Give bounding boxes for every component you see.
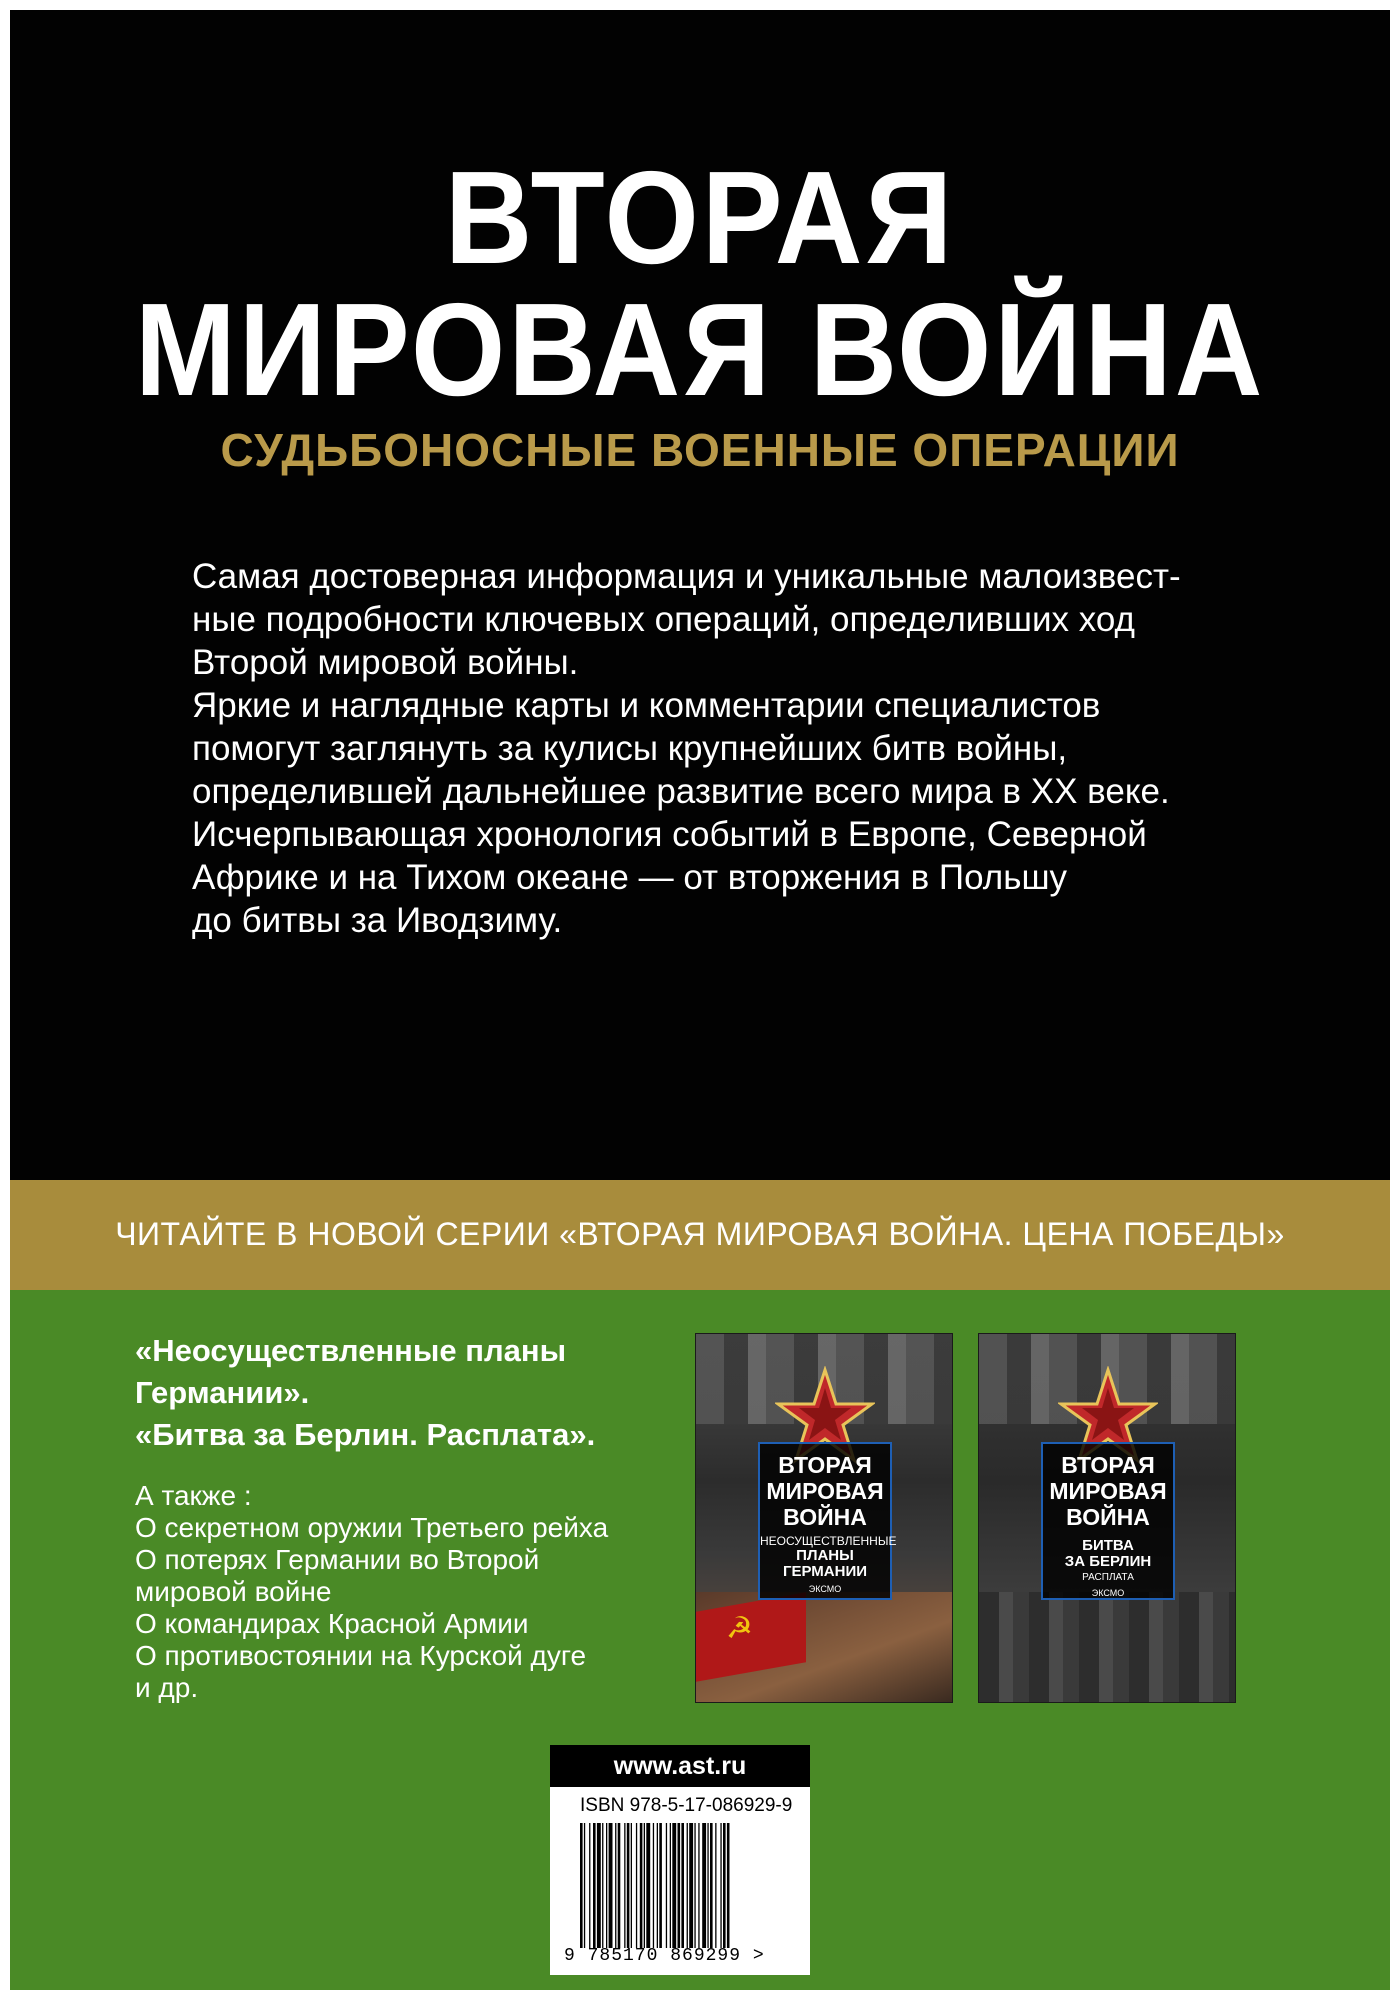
book-series-title bbox=[760, 1452, 890, 1530]
description-line: помогут заглянуть за кулисы крупнейших битв войны, bbox=[192, 729, 1068, 768]
publisher-logo: ЭКСМО bbox=[808, 1584, 842, 1594]
also-line: и др. bbox=[135, 1672, 199, 1703]
book-title-line: ВОЙНА bbox=[783, 1504, 867, 1530]
description-line: определившей дальнейшее развитие всего мира в XX веке. bbox=[192, 772, 1170, 811]
description-line: Африке и на Тихом океане — от вторжения в Польшу bbox=[192, 858, 1068, 897]
also-line: О потерях Германии во Второй bbox=[135, 1544, 540, 1575]
also-line: О командирах Красной Армии bbox=[135, 1608, 529, 1639]
book-title-panel bbox=[1041, 1442, 1175, 1600]
book-title-line: ВТОРАЯ bbox=[778, 1452, 872, 1478]
book-title-line: МИРОВАЯ bbox=[1049, 1478, 1167, 1504]
book-main-title bbox=[760, 1548, 890, 1580]
cover-subtitle: СУДЬБОНОСНЫЕ ВОЕННЫЕ ОПЕРАЦИИ bbox=[220, 424, 1180, 476]
barcode-icon bbox=[580, 1823, 785, 1948]
also-line: мировой войне bbox=[135, 1576, 332, 1607]
description-line: Исчерпывающая хронология событий в Европе, Северной bbox=[192, 815, 1147, 854]
description-text bbox=[192, 555, 1272, 942]
series-band-text: ЧИТАЙТЕ В НОВОЙ СЕРИИ «ВТОРАЯ МИРОВАЯ ВОЙНА. ЦЕНА ПОБЕДЫ» bbox=[115, 1216, 1285, 1252]
publisher-logo: ЭКСМО bbox=[1091, 1588, 1125, 1598]
also-list bbox=[135, 1480, 608, 1704]
hammer-sickle-icon: ☭ bbox=[726, 1612, 753, 1645]
green-footer-section bbox=[10, 1290, 1390, 1990]
book-cover-thumbnail-1 bbox=[695, 1333, 953, 1703]
series-title-line: Германии». bbox=[135, 1375, 310, 1410]
series-book-titles bbox=[135, 1330, 595, 1456]
book-main-line: ГЕРМАНИИ bbox=[782, 1563, 868, 1580]
also-line: О противостоянии на Курской дуге bbox=[135, 1640, 587, 1671]
book-main-title bbox=[1043, 1538, 1173, 1570]
book-series-title bbox=[1043, 1452, 1173, 1530]
description-line: ные подробности ключевых операций, определивших ход bbox=[192, 600, 1135, 639]
cover-title-line-1: ВТОРАЯ bbox=[444, 144, 956, 291]
description-line: Второй мировой войны. bbox=[192, 643, 579, 682]
isbn-text: ISBN 978-5-17-086929-9 bbox=[580, 1795, 793, 1816]
book-title-line: ВТОРАЯ bbox=[1061, 1452, 1155, 1478]
book-back-cover bbox=[10, 10, 1390, 1990]
book-cover-thumbnail-2 bbox=[978, 1333, 1236, 1703]
book-title-line: МИРОВАЯ bbox=[766, 1478, 884, 1504]
book-title-line: ВОЙНА bbox=[1066, 1504, 1150, 1530]
crowd-photo bbox=[979, 1592, 1235, 1702]
description-line: до битвы за Иводзиму. bbox=[192, 901, 563, 940]
book-pre-title: НЕОСУЩЕСТВЛЕННЫЕ bbox=[760, 1534, 897, 1548]
series-title-line: «Неосуществленные планы bbox=[135, 1333, 567, 1368]
description-line: Самая достоверная информация и уникальные малоизвест- bbox=[192, 557, 1181, 596]
black-header-section bbox=[10, 10, 1390, 1180]
book-small-subtitle: РАСПЛАТА bbox=[1082, 1572, 1134, 1583]
isbn-barcode-block bbox=[550, 1745, 810, 1975]
series-band bbox=[10, 1180, 1390, 1290]
series-title-line: «Битва за Берлин. Расплата». bbox=[135, 1417, 596, 1452]
book-title-panel bbox=[758, 1442, 897, 1600]
book-main-line: ЗА БЕРЛИН bbox=[1064, 1553, 1152, 1570]
also-line: А также : bbox=[135, 1480, 252, 1511]
book-main-line: БИТВА bbox=[1082, 1537, 1134, 1554]
description-line: Яркие и наглядные карты и комментарии специалистов bbox=[192, 686, 1101, 725]
publisher-url: www.ast.ru bbox=[550, 1745, 810, 1787]
barcode-digits: 9 785170 869299 > bbox=[564, 1946, 765, 1966]
book-main-line: ПЛАНЫ bbox=[796, 1547, 854, 1564]
also-line: О секретном оружии Третьего рейха bbox=[135, 1512, 609, 1543]
cover-title-line-2: МИРОВАЯ ВОЙНА bbox=[134, 276, 1266, 423]
